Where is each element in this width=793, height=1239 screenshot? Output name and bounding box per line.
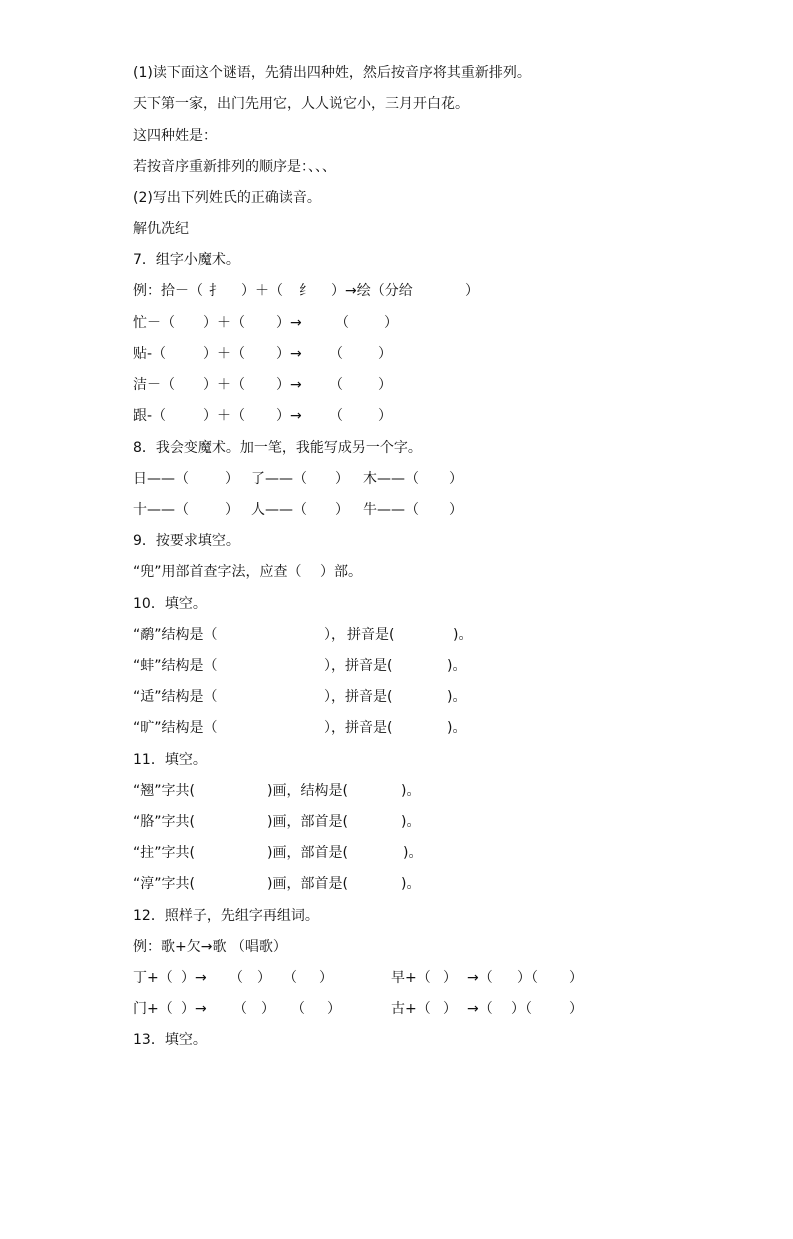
surname-list: 解仇冼纪 <box>133 221 189 237</box>
question-line: (2)写出下列姓氏的正确读音。 <box>133 190 321 206</box>
question-line: 若按音序重新排列的顺序是：、、、 <box>133 159 336 175</box>
question-heading: 13．填空。 <box>133 1032 207 1048</box>
compose-row: 丁+（ ）→ （ ） （ ） 早+（ ） →（ ）（ ） <box>133 970 583 986</box>
question-heading: 8．我会变魔术。加一笔，我能写成另一个字。 <box>133 440 422 456</box>
structure-row: “适”结构是（ ），拼音是( )。 <box>133 689 467 705</box>
question-line: “兜”用部首查字法，应查（ ）部。 <box>133 564 362 580</box>
stroke-count-row: “胳”字共( )画，部首是( )。 <box>133 814 421 830</box>
stroke-count-row: “翘”字共( )画，结构是( )。 <box>133 783 421 799</box>
question-line: 这四种姓是： <box>133 128 217 144</box>
combine-row: 贴-（ ）＋（ ）→ （ ） <box>133 346 392 362</box>
question-line: (1)读下面这个谜语，先猜出四种姓，然后按音序将其重新排列。 <box>133 65 531 81</box>
question-heading: 7．组字小魔术。 <box>133 252 240 268</box>
example-line: 例：歌+欠→歌 （唱歌） <box>133 939 287 955</box>
combine-row: 跟-（ ）＋（ ）→ （ ） <box>133 408 392 424</box>
structure-row: “旷”结构是（ ），拼音是( )。 <box>133 720 467 736</box>
stroke-row: 十——（ ） 人——（ ） 牛——（ ） <box>133 502 463 518</box>
stroke-row: 日——（ ） 了——（ ） 木——（ ） <box>133 471 463 487</box>
riddle-line: 天下第一家，出门先用它，人人说它小，三月开白花。 <box>133 96 469 112</box>
question-heading: 10．填空。 <box>133 596 207 612</box>
combine-row: 洁－（ ）＋（ ）→ （ ） <box>133 377 392 393</box>
question-heading: 9．按要求填空。 <box>133 533 240 549</box>
structure-row: “鹬”结构是（ ）， 拼音是( )。 <box>133 627 473 643</box>
question-heading: 11．填空。 <box>133 752 207 768</box>
stroke-count-row: “拄”字共( )画，部首是( )。 <box>133 845 423 861</box>
stroke-count-row: “淳”字共( )画，部首是( )。 <box>133 876 421 892</box>
combine-example: 例：拾－（ 扌 ）＋（ 纟 ）→绘（分给 ） <box>133 283 479 299</box>
structure-row: “蚌”结构是（ ），拼音是( )。 <box>133 658 467 674</box>
compose-row: 门+（ ）→ （ ） （ ） 古+（ ） →（ ）（ ） <box>133 1001 583 1017</box>
question-heading: 12．照样子，先组字再组词。 <box>133 908 319 924</box>
combine-row: 忙－（ ）＋（ ）→ （ ） <box>133 315 398 331</box>
